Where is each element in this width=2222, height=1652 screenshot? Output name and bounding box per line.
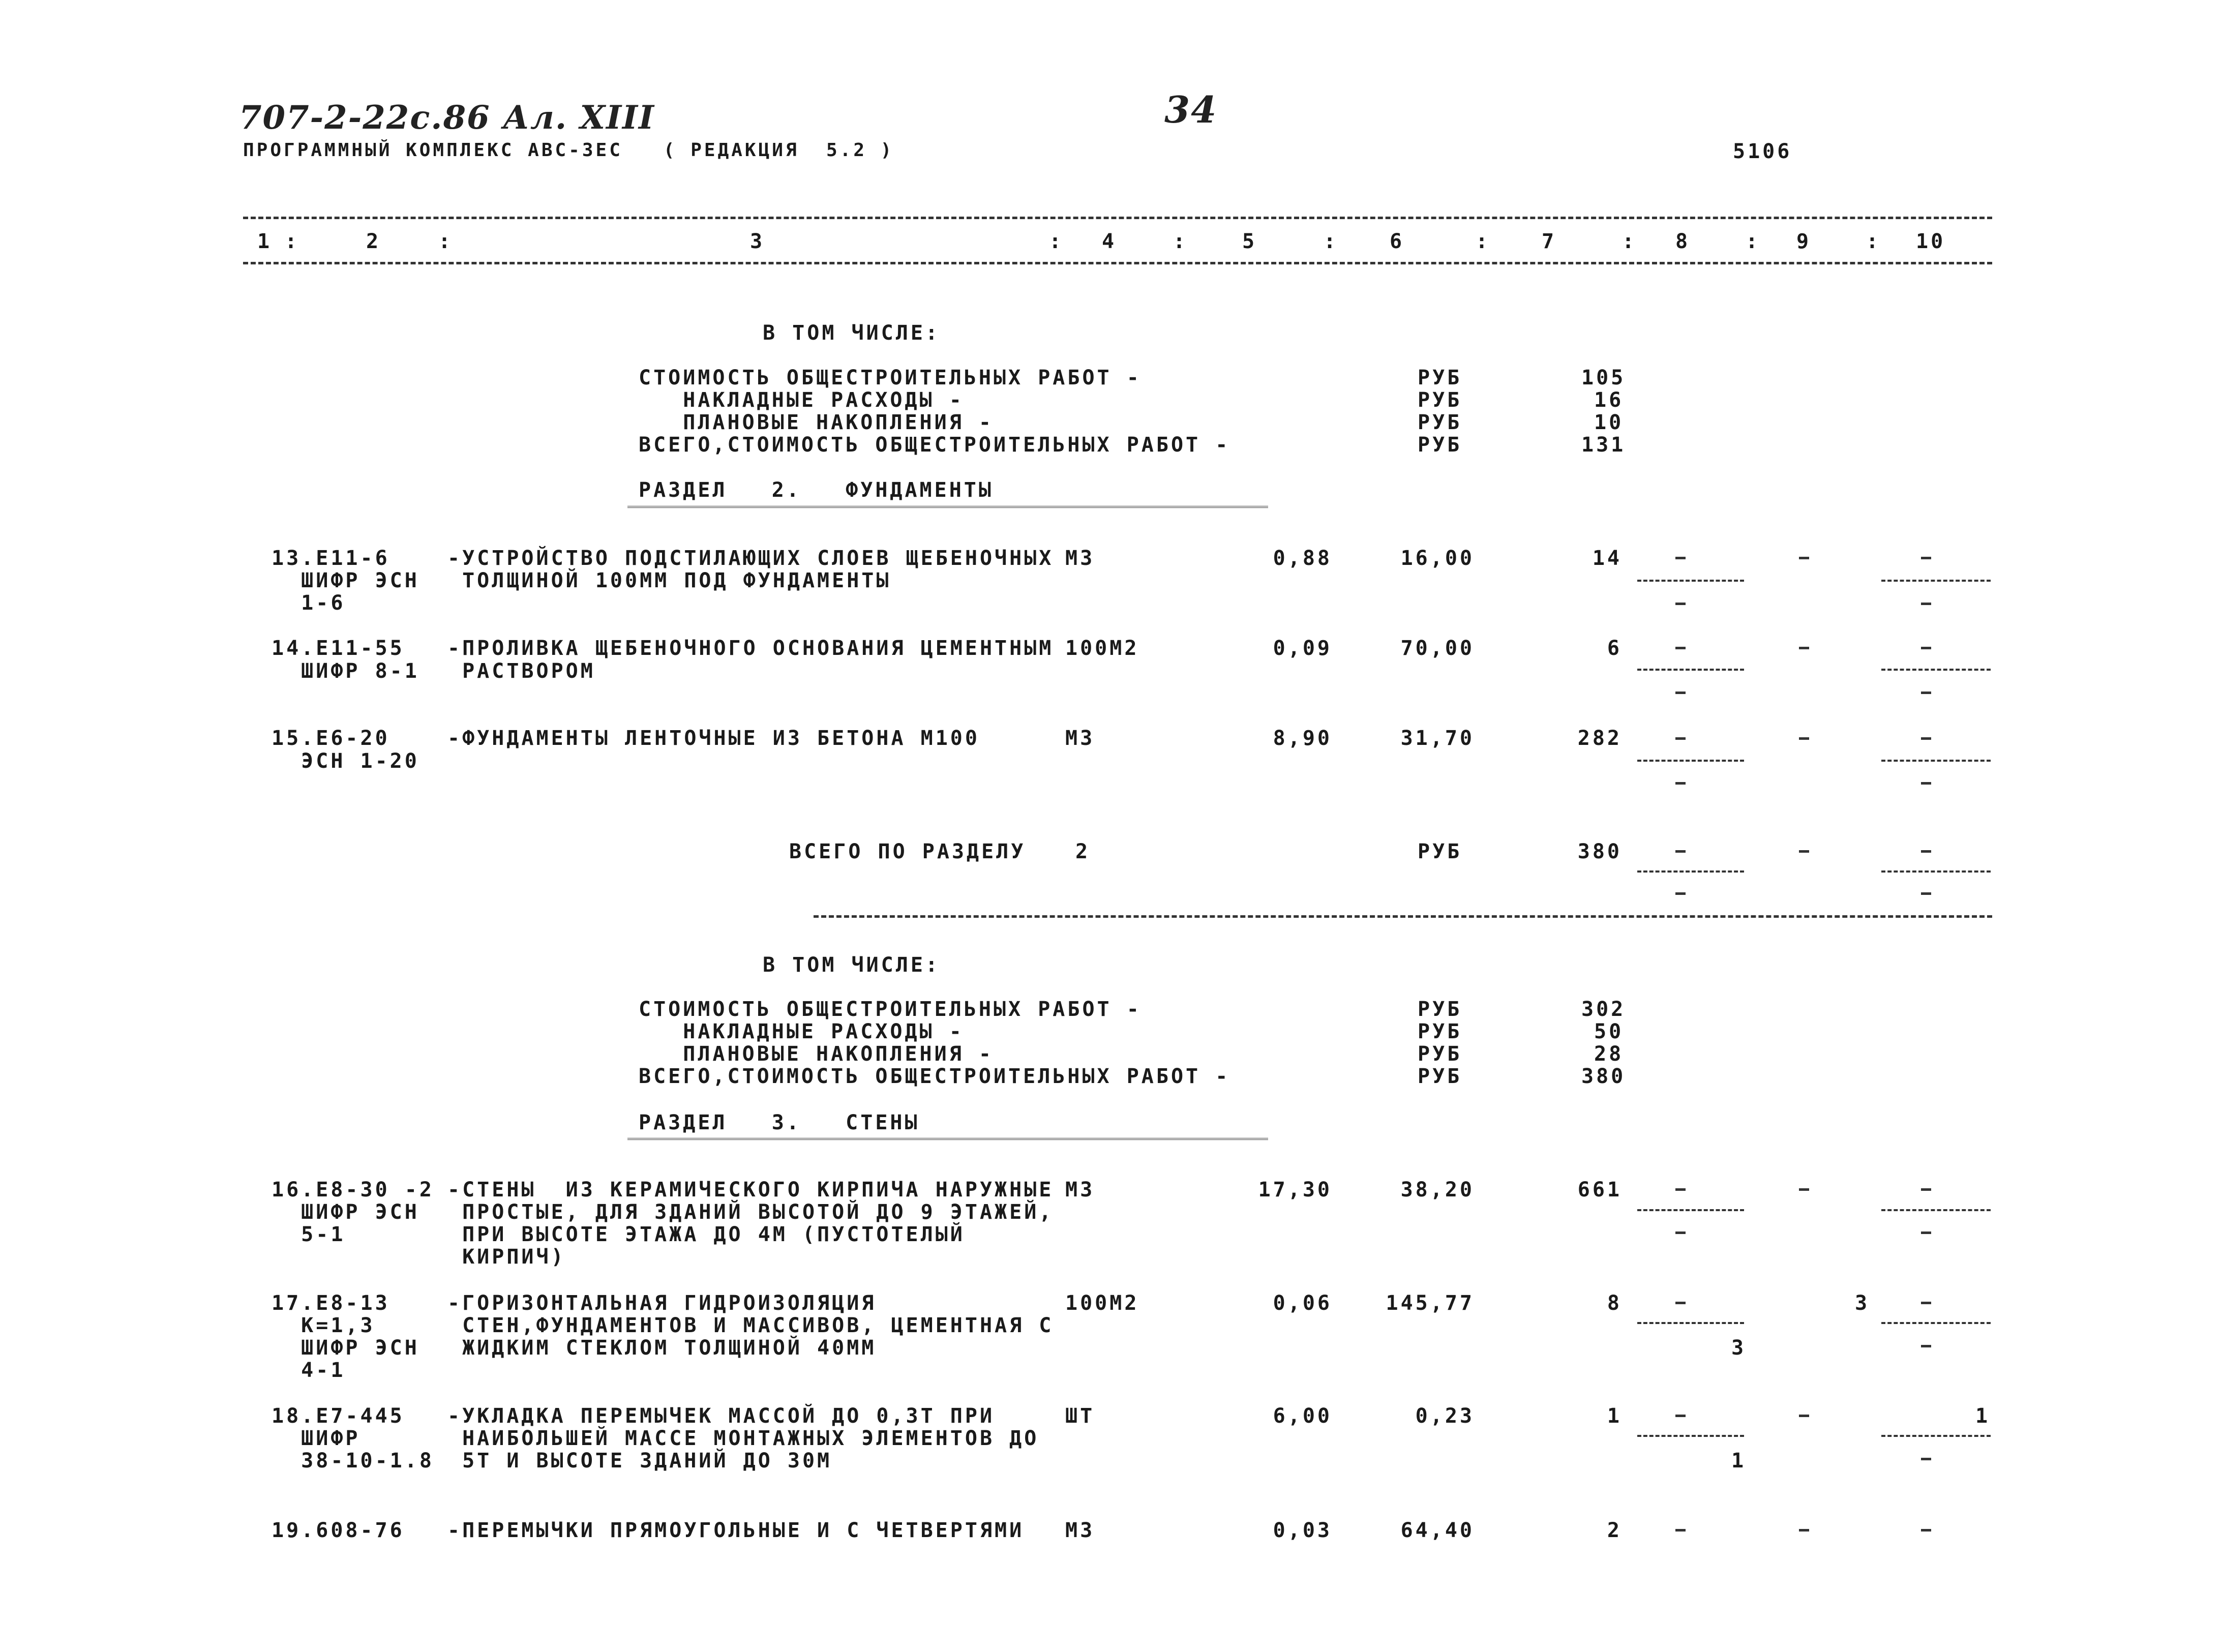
item-column-8-value: 1	[1731, 1449, 1747, 1473]
item-quantity: 0,09	[1273, 637, 1332, 660]
column-4-label: 4	[1102, 230, 1117, 253]
summary-line-value: 105	[1581, 366, 1626, 389]
item-code: ЭСН 1-20	[272, 749, 419, 773]
item-total: 661	[1577, 1178, 1622, 1202]
item-total: 1	[1607, 1404, 1622, 1428]
empty-value-dash	[1799, 737, 1809, 740]
item-unit-price: 31,70	[1400, 727, 1475, 750]
item-quantity: 0,03	[1273, 1519, 1332, 1542]
item-description: НАИБОЛЬШЕЙ МАССЕ МОНТАЖНЫХ ЭЛЕМЕНТОВ ДО	[447, 1427, 1039, 1450]
empty-value-dash	[1675, 1415, 1686, 1417]
empty-value-dash	[1921, 1188, 1931, 1191]
item-column-10-value: 1	[1975, 1404, 1991, 1428]
item-code: 1-6	[272, 591, 346, 615]
item-total: 2	[1607, 1519, 1622, 1542]
column-1-label: 1	[257, 230, 273, 253]
summary-line-label: ПЛАНОВЫЕ НАКОПЛЕНИЯ -	[639, 411, 994, 434]
item-code: ШИФР ЭСН	[272, 1336, 419, 1360]
summary-line-label: ВСЕГО,СТОИМОСТЬ ОБЩЕСТРОИТЕЛЬНЫХ РАБОТ -	[639, 1065, 1230, 1088]
item-code: К=1,3	[272, 1314, 375, 1337]
column-separator: :	[438, 230, 454, 253]
summary-line-value: 28	[1594, 1042, 1624, 1066]
item-code: 13.Е11-6	[272, 547, 390, 570]
empty-value-dash	[1799, 1188, 1809, 1191]
item-unit-price: 16,00	[1400, 547, 1475, 570]
item-description: -УСТРОЙСТВО ПОДСТИЛАЮЩИХ СЛОЕВ ЩЕБЕНОЧНЫХ	[447, 547, 1054, 570]
item-code: 15.Е6-20	[272, 727, 390, 750]
item-description: -ГОРИЗОНТАЛЬНАЯ ГИДРОИЗОЛЯЦИЯ	[447, 1291, 877, 1315]
cell-divider	[1637, 669, 1744, 671]
summary-line-value: 131	[1581, 433, 1626, 457]
empty-value-dash	[1921, 557, 1931, 559]
column-separator: :	[1324, 230, 1339, 253]
item-code: 4-1	[272, 1359, 346, 1382]
item-unit: М3	[1065, 727, 1095, 750]
column-8-label: 8	[1675, 230, 1691, 253]
item-code: ШИФР 8-1	[272, 659, 419, 683]
item-code: 5-1	[272, 1223, 346, 1246]
item-unit: М3	[1065, 547, 1095, 570]
section-total-number: 2	[1075, 840, 1091, 863]
summary-line-label: СТОИМОСТЬ ОБЩЕСТРОИТЕЛЬНЫХ РАБОТ -	[639, 998, 1142, 1021]
summary-line-unit: РУБ	[1418, 1020, 1462, 1043]
summary-line-value: 50	[1594, 1020, 1624, 1043]
summary-line-value: 10	[1594, 411, 1624, 434]
item-description: -ПРОЛИВКА ЩЕБЕНОЧНОГО ОСНОВАНИЯ ЦЕМЕНТНЫМ	[447, 637, 1054, 660]
cell-divider	[1881, 1322, 1991, 1324]
empty-value-dash	[1799, 1529, 1809, 1531]
summary-line-value: 380	[1581, 1065, 1626, 1088]
empty-value-dash	[1799, 850, 1809, 853]
summary-line-unit: РУБ	[1418, 1042, 1462, 1066]
item-code: ШИФР	[272, 1427, 361, 1450]
summary-line-unit: РУБ	[1418, 388, 1462, 412]
item-total: 8	[1607, 1291, 1622, 1315]
section-total-label: ВСЕГО ПО РАЗДЕЛУ	[789, 840, 1026, 863]
cell-divider	[1637, 580, 1744, 582]
empty-value-dash	[1675, 603, 1686, 605]
summary-line-label: НАКЛАДНЫЕ РАСХОДЫ -	[639, 388, 964, 412]
empty-value-dash	[1675, 557, 1686, 559]
section-title-underline	[627, 506, 1268, 511]
item-description: 5Т И ВЫСОТЕ ЗДАНИЙ ДО 30М	[447, 1449, 832, 1473]
section-title: РАЗДЕЛ 3. СТЕНЫ	[639, 1111, 920, 1134]
empty-value-dash	[1921, 603, 1931, 605]
cell-divider	[1881, 669, 1991, 671]
cell-divider	[1637, 760, 1744, 762]
empty-value-dash	[1675, 647, 1686, 649]
empty-value-dash	[1921, 782, 1931, 785]
column-5-label: 5	[1242, 230, 1257, 253]
summary-line-value: 16	[1594, 388, 1624, 412]
empty-value-dash	[1675, 782, 1686, 785]
column-9-label: 9	[1796, 230, 1812, 253]
empty-value-dash	[1799, 1415, 1809, 1417]
summary-line-unit: РУБ	[1418, 433, 1462, 457]
cell-divider	[1881, 580, 1991, 582]
item-quantity: 8,90	[1273, 727, 1332, 750]
item-unit: М3	[1065, 1519, 1095, 1542]
column-separator: :	[1476, 230, 1491, 253]
empty-value-dash	[1921, 692, 1931, 694]
cell-divider	[1637, 1209, 1744, 1211]
item-code: 17.Е8-13	[272, 1291, 390, 1315]
cell-divider	[1637, 1435, 1744, 1437]
column-separator: :	[1866, 230, 1881, 253]
section-title-underline	[627, 1138, 1268, 1143]
empty-value-dash	[1921, 647, 1931, 649]
item-unit-price: 38,20	[1400, 1178, 1475, 1202]
item-code: ШИФР ЭСН	[272, 1200, 419, 1224]
cell-divider	[1881, 760, 1991, 762]
summary-line-label: ВСЕГО,СТОИМОСТЬ ОБЩЕСТРОИТЕЛЬНЫХ РАБОТ -	[639, 433, 1230, 457]
item-quantity: 0,88	[1273, 547, 1332, 570]
column-separator: :	[1049, 230, 1064, 253]
empty-value-dash	[1921, 737, 1931, 740]
column-separator: :	[285, 230, 300, 253]
item-description: -СТЕНЫ ИЗ КЕРАМИЧЕСКОГО КИРПИЧА НАРУЖНЫЕ	[447, 1178, 1054, 1202]
empty-value-dash	[1675, 850, 1686, 853]
document-code: 5106	[1733, 140, 1792, 163]
summary-line-unit: РУБ	[1418, 411, 1462, 434]
item-description: ПРИ ВЫСОТЕ ЭТАЖА ДО 4М (ПУСТОТЕЛЫЙ	[447, 1223, 965, 1246]
summary-line-unit: РУБ	[1418, 998, 1462, 1021]
header-rule-bottom	[243, 262, 1992, 264]
item-total: 14	[1592, 547, 1622, 570]
item-description: ЖИДКИМ СТЕКЛОМ ТОЛЩИНОЙ 40ММ	[447, 1336, 877, 1360]
item-unit-price: 64,40	[1400, 1519, 1475, 1542]
empty-value-dash	[1921, 850, 1931, 853]
item-description: КИРПИЧ)	[447, 1245, 566, 1269]
cell-divider	[1881, 1209, 1991, 1211]
item-description: -ФУНДАМЕНТЫ ЛЕНТОЧНЫЕ ИЗ БЕТОНА М100	[447, 727, 980, 750]
column-3-label: 3	[750, 230, 765, 253]
header-rule-top	[243, 217, 1992, 219]
column-10-label: 10	[1916, 230, 1946, 253]
empty-value-dash	[1921, 1302, 1931, 1304]
item-code: ШИФР ЭСН	[272, 569, 419, 592]
item-column-9-value: 3	[1855, 1291, 1870, 1315]
item-description: ПРОСТЫЕ, ДЛЯ ЗДАНИЙ ВЫСОТОЙ ДО 9 ЭТАЖЕЙ,	[447, 1200, 1054, 1224]
empty-value-dash	[1675, 737, 1686, 740]
summary-line-label: НАКЛАДНЫЕ РАСХОДЫ -	[639, 1020, 964, 1043]
empty-value-dash	[1921, 892, 1931, 895]
item-description: ТОЛЩИНОЙ 100ММ ПОД ФУНДАМЕНТЫ	[447, 569, 891, 592]
item-unit-price: 0,23	[1415, 1404, 1475, 1428]
item-unit: 100М2	[1065, 637, 1139, 660]
column-2-label: 2	[366, 230, 381, 253]
summary-line-unit: РУБ	[1418, 366, 1462, 389]
empty-value-dash	[1921, 1529, 1931, 1531]
item-unit-price: 70,00	[1400, 637, 1475, 660]
item-code: 19.608-76	[272, 1519, 405, 1542]
section-title: РАЗДЕЛ 2. ФУНДАМЕНТЫ	[639, 478, 994, 502]
item-unit-price: 145,77	[1386, 1291, 1475, 1315]
item-description: РАСТВОРОМ	[447, 659, 595, 683]
item-quantity: 17,30	[1258, 1178, 1332, 1202]
summary-line-value: 302	[1581, 998, 1626, 1021]
empty-value-dash	[1921, 1345, 1931, 1347]
cell-divider	[1881, 1435, 1991, 1437]
cell-divider	[1637, 870, 1744, 873]
item-code: 14.Е11-55	[272, 637, 405, 660]
empty-value-dash	[1675, 692, 1686, 694]
page-number: 34	[1164, 88, 1218, 131]
section-total-value: 380	[1577, 840, 1622, 863]
empty-value-dash	[1675, 1302, 1686, 1304]
item-code: 18.Е7-445	[272, 1404, 405, 1428]
empty-value-dash	[1921, 1458, 1931, 1460]
summary-line-label: СТОИМОСТЬ ОБЩЕСТРОИТЕЛЬНЫХ РАБОТ -	[639, 366, 1142, 389]
empty-value-dash	[1675, 1529, 1686, 1531]
column-separator: :	[1622, 230, 1637, 253]
column-6-label: 6	[1390, 230, 1405, 253]
item-unit: ШТ	[1065, 1404, 1095, 1428]
column-separator: :	[1173, 230, 1188, 253]
column-separator: :	[1746, 230, 1761, 253]
item-total: 6	[1607, 637, 1622, 660]
item-total: 282	[1577, 727, 1622, 750]
item-code: 38-10-1.8	[272, 1449, 434, 1473]
empty-value-dash	[1799, 557, 1809, 559]
section-total-rule	[814, 915, 1992, 918]
cell-divider	[1637, 1322, 1744, 1324]
section-total-unit: РУБ	[1418, 840, 1462, 863]
program-title: ПРОГРАММНЫЙ КОМПЛЕКС АВС-3ЕС ( РЕДАКЦИЯ 5.2 )	[243, 140, 894, 161]
item-unit: М3	[1065, 1178, 1095, 1202]
cell-divider	[1881, 870, 1991, 873]
summary-title: В ТОМ ЧИСЛЕ:	[763, 321, 940, 345]
item-column-8-value: 3	[1731, 1336, 1747, 1360]
item-description: -ПЕРЕМЫЧКИ ПРЯМОУГОЛЬНЫЕ И С ЧЕТВЕРТЯМИ	[447, 1519, 1025, 1542]
item-unit: 100М2	[1065, 1291, 1139, 1315]
item-description: СТЕН,ФУНДАМЕНТОВ И МАССИВОВ, ЦЕМЕНТНАЯ С	[447, 1314, 1054, 1337]
empty-value-dash	[1675, 1232, 1686, 1234]
item-description: -УКЛАДКА ПЕРЕМЫЧЕК МАССОЙ ДО 0,3Т ПРИ	[447, 1404, 995, 1428]
item-quantity: 6,00	[1273, 1404, 1332, 1428]
item-code: 16.Е8-30 -2	[272, 1178, 434, 1202]
summary-line-label: ПЛАНОВЫЕ НАКОПЛЕНИЯ -	[639, 1042, 994, 1066]
item-quantity: 0,06	[1273, 1291, 1332, 1315]
summary-line-unit: РУБ	[1418, 1065, 1462, 1088]
empty-value-dash	[1799, 647, 1809, 649]
empty-value-dash	[1921, 1232, 1931, 1234]
document-stamp: 707-2-22с.86 Ал. XIII	[239, 99, 655, 137]
column-7-label: 7	[1542, 230, 1557, 253]
empty-value-dash	[1675, 1188, 1686, 1191]
summary-title: В ТОМ ЧИСЛЕ:	[763, 953, 940, 977]
empty-value-dash	[1675, 892, 1686, 895]
